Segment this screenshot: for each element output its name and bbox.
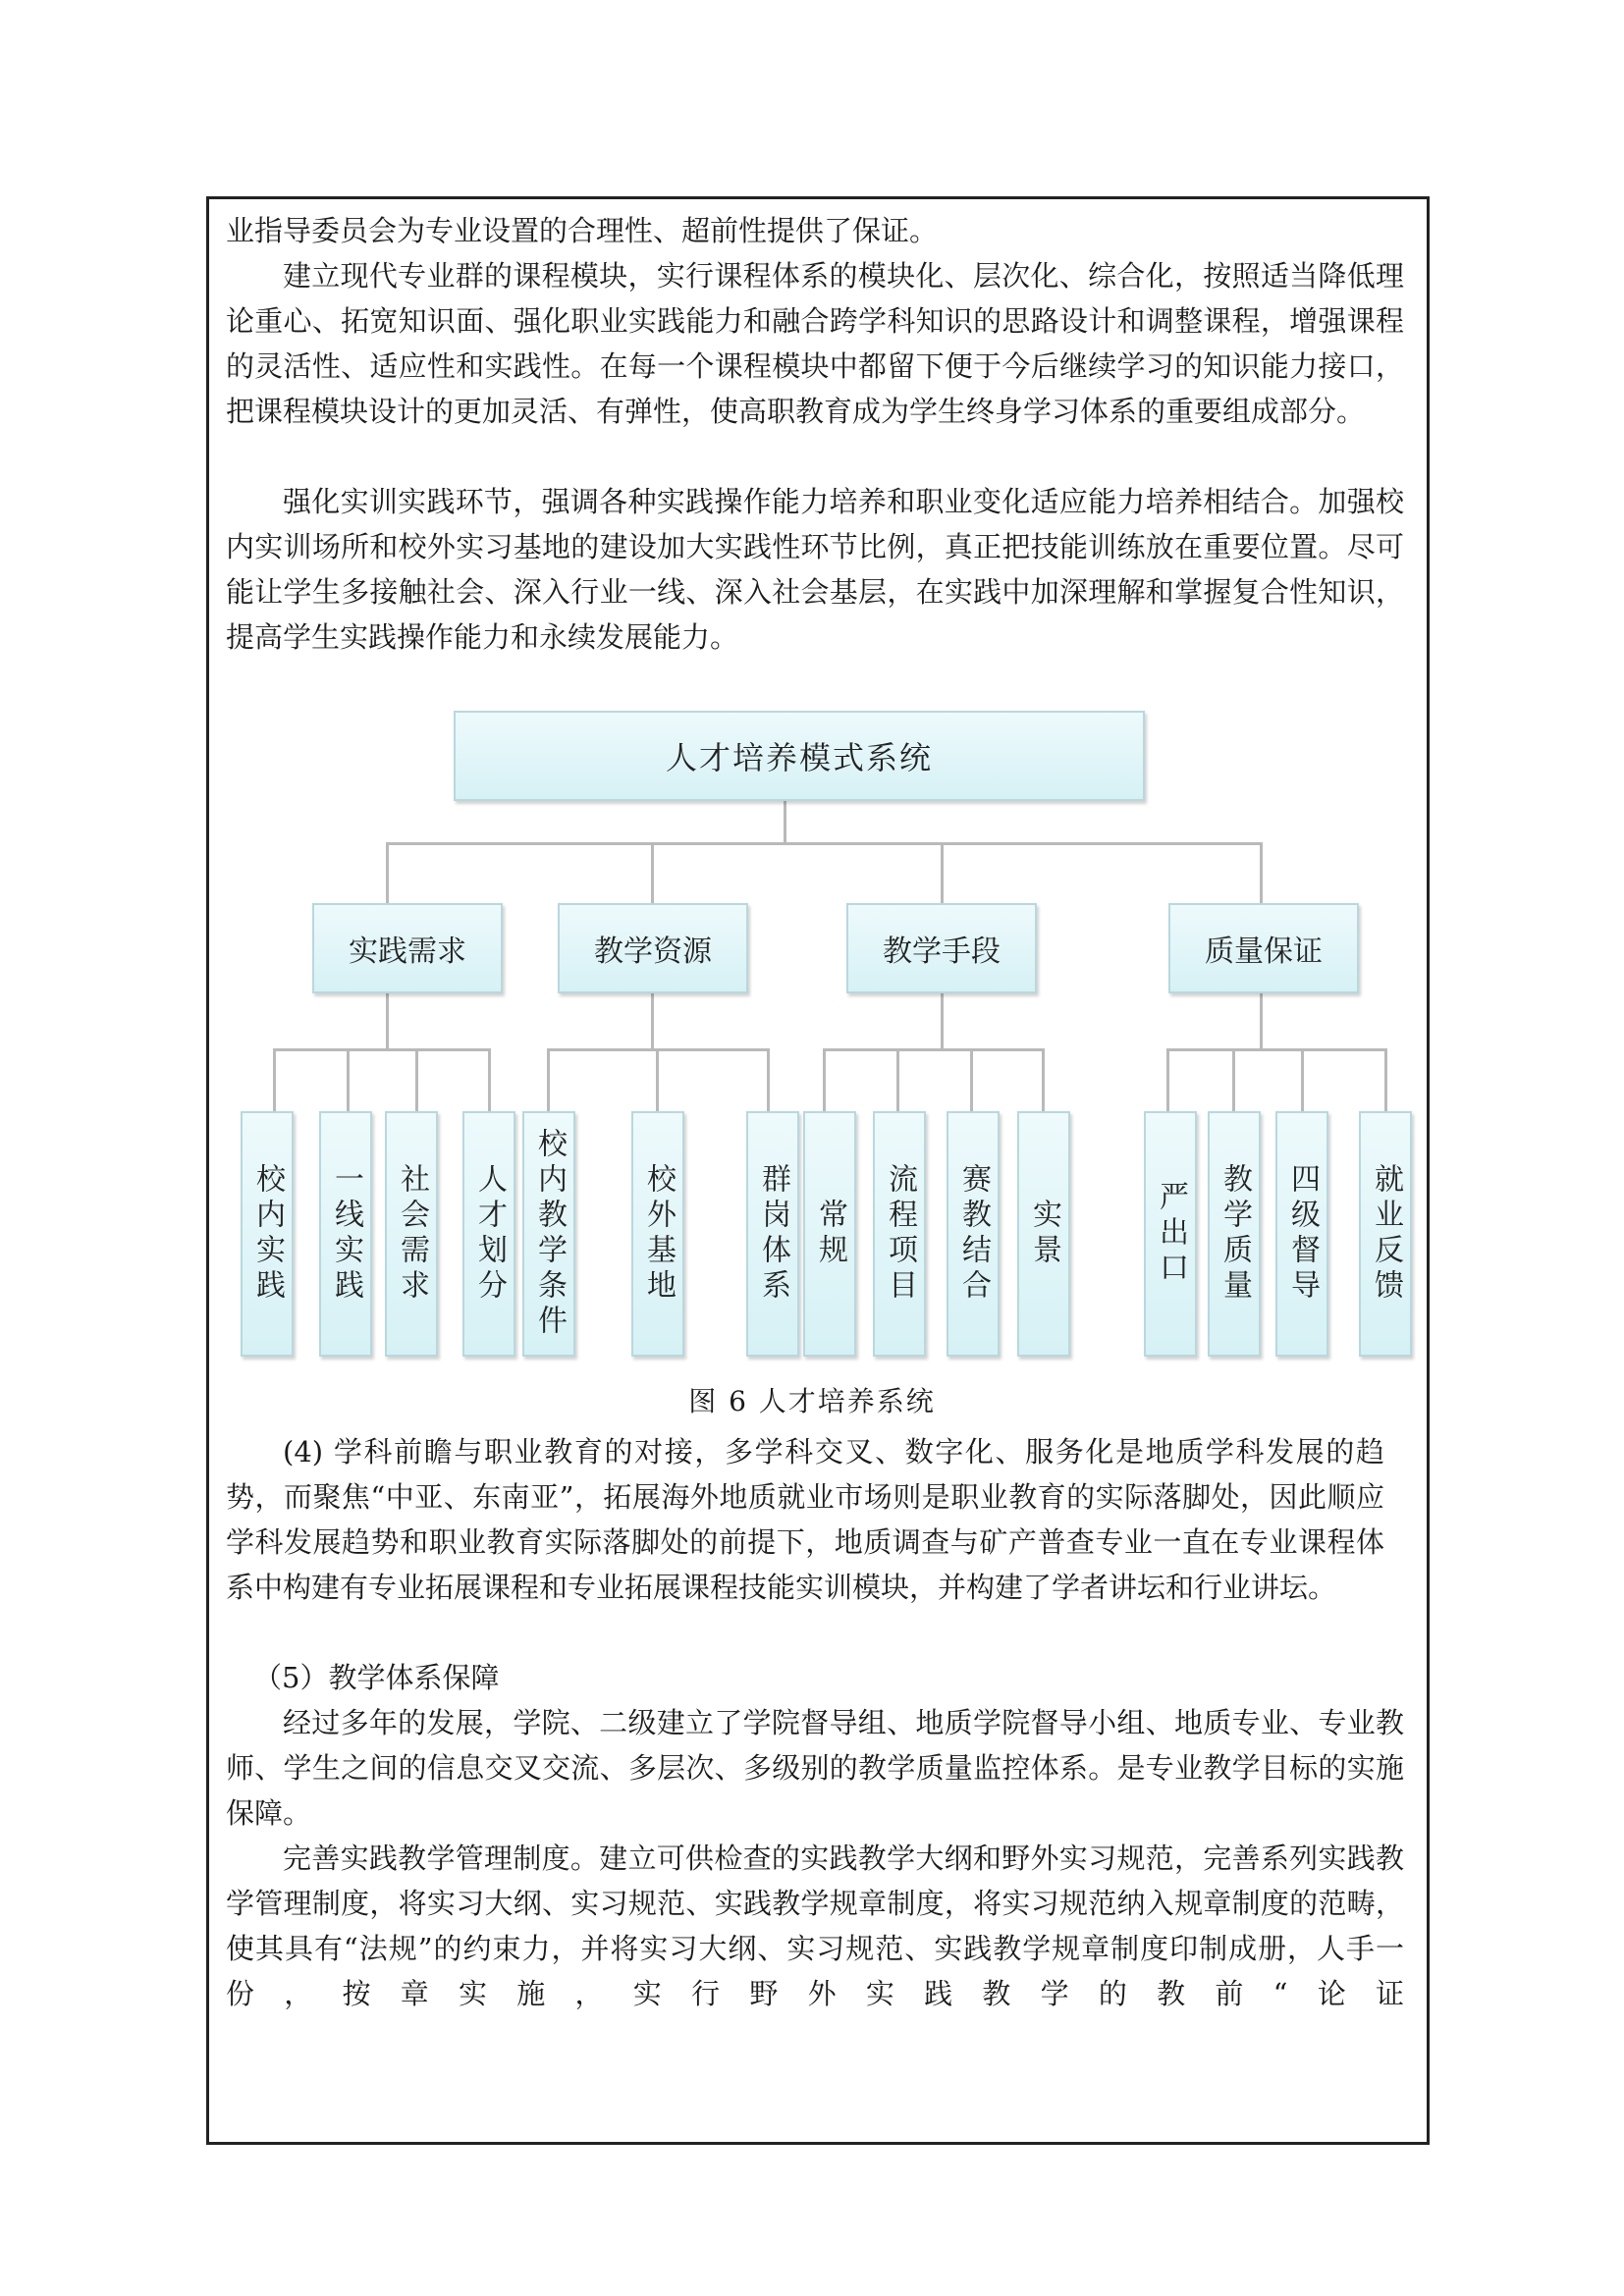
leaf-node: 就业反馈 [1359, 1111, 1412, 1357]
connector [941, 991, 944, 1050]
connector [386, 842, 389, 903]
diagram-root-node: 人才培养模式系统 [454, 711, 1145, 801]
category-node: 实践需求 [312, 903, 503, 993]
connector [1260, 842, 1263, 903]
connector [547, 1048, 550, 1111]
paragraph: 强化实训实践环节，强调各种实践操作能力培养和职业变化适应能力培养相结合。加强校内实训场所和校外实习基地的建设加大实践性环节比例，真正把技能训练放在重要位置。尽可能让学生多接触社会、深入行业一线、深入社会基层，在实践中加深理解和掌握复合性知识，提高学生实践操作能力和永续发展能力。 [226, 485, 1404, 654]
category-node: 质量保证 [1168, 903, 1359, 993]
leaf-node: 常规 [803, 1111, 856, 1357]
leaf-node: 教学质量 [1208, 1111, 1261, 1357]
connector [488, 1048, 491, 1111]
connector [273, 1048, 276, 1111]
paragraph: (4) 学科前瞻与职业教育的对接，多学科交叉、数字化、服务化是地质学科发展的趋势，而聚焦“中亚、东南亚”，拓展海外地质就业市场则是职业教育的实际落脚处，因此顺应学科发展趋势和职业教育实际落脚处的前提下，地质调查与矿产普查专业一直在专业课程体系中构建有专业拓展课程和专业拓展课程技能实训模块，并构建了学者讲坛和行业讲坛。 [226, 1435, 1384, 1604]
figure-caption: 图 6 人才培养系统 [688, 1385, 936, 1417]
connector [1042, 1048, 1045, 1111]
connector [656, 1048, 659, 1111]
connector [415, 1048, 418, 1111]
paragraph: 建立现代专业群的课程模块，实行课程体系的模块化、层次化、综合化，按照适当降低理论重心、拓宽知识面、强化职业实践能力和融合跨学科知识的思路设计和调整课程，增强课程的灵活性、适应性和实践性。在每一个课程模块中都留下便于今后继续学习的知识能力接口，把课程模块设计的更加灵活、有弹性，使高职教育成为学生终身学习体系的重要组成部分。 [226, 259, 1404, 428]
leaf-node: 实景 [1017, 1111, 1070, 1357]
section-heading: （5）教学体系保障 [253, 1661, 500, 1694]
connector [347, 1048, 350, 1111]
connector [273, 1048, 491, 1051]
leaf-node: 严出口 [1144, 1111, 1197, 1357]
leaf-node: 社会需求 [385, 1111, 438, 1357]
connector [1166, 1048, 1387, 1051]
connector [651, 991, 654, 1050]
connector [1301, 1048, 1304, 1111]
connector [651, 842, 654, 903]
paragraph: 业指导委员会为专业设置的合理性、超前性提供了保证。 [226, 214, 939, 247]
connector [1166, 1048, 1169, 1111]
leaf-node: 人才划分 [462, 1111, 515, 1357]
leaf-node: 群岗体系 [746, 1111, 799, 1357]
connector [823, 1048, 826, 1111]
leaf-node: 赛教结合 [947, 1111, 1000, 1357]
paragraph: 经过多年的发展，学院、二级建立了学院督导组、地质学院督导小组、地质专业、专业教师、学生之间的信息交叉交流、多层次、多级别的教学质量监控体系。是专业教学目标的实施保障。 [226, 1706, 1404, 1830]
leaf-node: 校内实践 [241, 1111, 294, 1357]
connector [784, 799, 786, 844]
leaf-node: 四级督导 [1275, 1111, 1328, 1357]
paragraph: 完善实践教学管理制度。建立可供检查的实践教学大纲和野外实习规范，完善系列实践教学管理制度，将实习大纲、实习规范、实践教学规章制度，将实习规范纳入规章制度的范畴，使其具有“法规”的约束力，并将实习大纲、实习规范、实践教学规章制度印制成册，人手一份，按章实施，实行野外实践教学的教前“论证 [226, 1842, 1404, 2010]
connector [1384, 1048, 1387, 1111]
category-node: 教学资源 [558, 903, 748, 993]
connector [970, 1048, 973, 1111]
leaf-node: 一线实践 [319, 1111, 372, 1357]
category-node: 教学手段 [846, 903, 1037, 993]
leaf-node: 流程项目 [873, 1111, 926, 1357]
connector [1232, 1048, 1235, 1111]
connector [386, 842, 1262, 845]
leaf-node: 校外基地 [631, 1111, 684, 1357]
connector [941, 842, 944, 903]
connector [823, 1048, 1045, 1051]
connector [1260, 991, 1263, 1050]
leaf-node: 校内教学条件 [522, 1111, 575, 1357]
connector [896, 1048, 899, 1111]
connector [386, 991, 389, 1050]
connector [767, 1048, 770, 1111]
